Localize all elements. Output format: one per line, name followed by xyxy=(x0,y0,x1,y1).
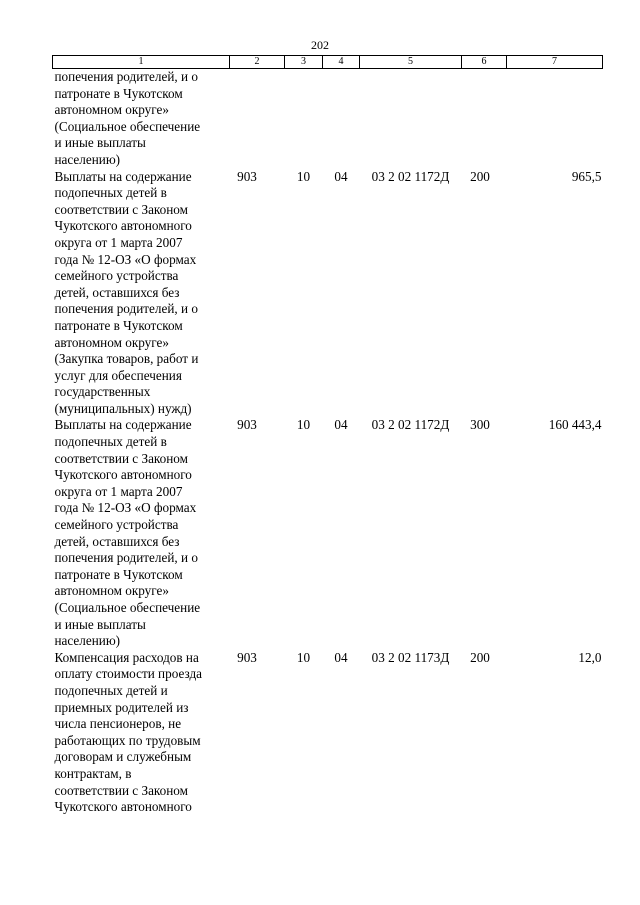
column-header-4: 4 xyxy=(323,56,360,69)
table-header xyxy=(53,56,603,69)
row-name-line: работающих по трудовым xyxy=(54,732,201,748)
row-name-cell xyxy=(53,169,230,418)
target-article-code: 03 2 02 1172Д xyxy=(371,417,450,433)
expense-type-code: 200 xyxy=(470,649,490,665)
row-name-line: населению) xyxy=(54,633,121,649)
row-name-line: (муниципальных) нужд) xyxy=(54,400,192,416)
row-name-line: и иные выплаты xyxy=(54,135,146,151)
row-name-line: автономном округе» xyxy=(54,334,169,350)
row-name-line: автономном округе» xyxy=(54,102,169,118)
expense-type-code xyxy=(462,69,507,169)
section-code: 10 xyxy=(296,168,311,184)
row-name-line: населению) xyxy=(54,151,121,167)
table-row xyxy=(53,169,603,418)
amount-value xyxy=(507,69,603,169)
row-name-line: детей, оставшихся без xyxy=(54,284,180,300)
subsection-code xyxy=(323,69,360,169)
table-row xyxy=(53,417,603,649)
row-name-line: подопечных детей в xyxy=(54,434,167,450)
section-code xyxy=(285,69,323,169)
row-name-line: Чукотского автономного xyxy=(54,799,192,815)
row-name-line: детей, оставшихся без xyxy=(54,533,180,549)
row-name-line: года № 12-ОЗ «О формах xyxy=(54,251,197,267)
column-header-2: 2 xyxy=(230,56,285,69)
target-article-code: 03 2 02 1173Д xyxy=(371,649,450,665)
row-name-cell xyxy=(53,650,230,816)
column-header-7: 7 xyxy=(507,56,603,69)
row-name-line: округа от 1 марта 2007 xyxy=(54,483,183,499)
row-name-line: попечения родителей, и о xyxy=(54,550,198,566)
budget-table xyxy=(52,55,603,816)
subsection-code: 04 xyxy=(334,417,348,433)
row-name-line: Выплаты на содержание xyxy=(54,417,192,433)
header-row xyxy=(53,56,603,69)
expense-type-code: 300 xyxy=(470,417,490,433)
amount-value: 160 443,4 xyxy=(548,417,602,433)
amount-value: 965,5 xyxy=(571,168,602,184)
subsection-code: 04 xyxy=(334,168,348,184)
table-row xyxy=(53,650,603,816)
row-name-line: соответствии с Законом xyxy=(54,450,188,466)
expense-type-code: 200 xyxy=(470,168,490,184)
row-name-line: автономном округе» xyxy=(54,583,169,599)
row-name-line: (Закупка товаров, работ и xyxy=(54,351,199,367)
table-row xyxy=(53,69,603,169)
amount-value: 12,0 xyxy=(578,649,602,665)
row-name-line: услуг для обеспечения xyxy=(54,367,182,383)
row-name-line: подопечных детей и xyxy=(54,682,168,698)
row-name-line: Чукотского автономного xyxy=(54,218,192,234)
section-code: 10 xyxy=(296,649,311,665)
row-name-line: соответствии с Законом xyxy=(54,782,188,798)
ministry-code xyxy=(230,69,285,169)
row-name-line: семейного устройства xyxy=(54,268,179,284)
row-name-line: договорам и служебным xyxy=(54,749,192,765)
target-article-code: 03 2 02 1172Д xyxy=(371,168,450,184)
column-header-5: 5 xyxy=(360,56,462,69)
row-name-line: подопечных детей в xyxy=(54,185,167,201)
section-code: 10 xyxy=(296,417,311,433)
page-number: 202 xyxy=(311,38,329,52)
row-name-line: и иные выплаты xyxy=(54,616,146,632)
table-body xyxy=(53,69,603,816)
row-name-line: (Социальное обеспечение xyxy=(54,118,201,134)
column-header-3: 3 xyxy=(285,56,323,69)
subsection-code: 04 xyxy=(334,649,348,665)
row-name-line: Чукотского автономного xyxy=(54,467,192,483)
row-name-line: попечения родителей, и о xyxy=(54,69,198,84)
row-name-line: государственных xyxy=(54,384,151,400)
row-name-line: патронате в Чукотском xyxy=(54,566,183,582)
target-article-code xyxy=(360,69,462,169)
row-name-cell xyxy=(53,69,230,169)
row-name-line: патронате в Чукотском xyxy=(54,85,183,101)
row-name-line: оплату стоимости проезда xyxy=(54,666,203,682)
column-header-6: 6 xyxy=(462,56,507,69)
row-name-line: округа от 1 марта 2007 xyxy=(54,234,183,250)
row-name-line: года № 12-ОЗ «О формах xyxy=(54,500,197,516)
row-name-line: контрактам, в xyxy=(54,765,132,781)
row-name-line: (Социальное обеспечение xyxy=(54,600,201,615)
row-name-cell xyxy=(53,417,230,649)
row-name-line: числа пенсионеров, не xyxy=(54,716,182,732)
column-header-1: 1 xyxy=(53,56,230,69)
ministry-code: 903 xyxy=(237,417,257,433)
row-name-line: соответствии с Законом xyxy=(54,201,188,217)
row-name-line: Компенсация расходов на xyxy=(54,649,199,665)
ministry-code: 903 xyxy=(237,168,257,184)
row-name-line: семейного устройства xyxy=(54,517,179,533)
ministry-code: 903 xyxy=(237,649,257,665)
row-name-line: патронате в Чукотском xyxy=(54,317,183,333)
row-name-line: приемных родителей из xyxy=(54,699,189,715)
row-name-line: попечения родителей, и о xyxy=(54,301,198,317)
row-name-line: Выплаты на содержание xyxy=(54,168,192,184)
